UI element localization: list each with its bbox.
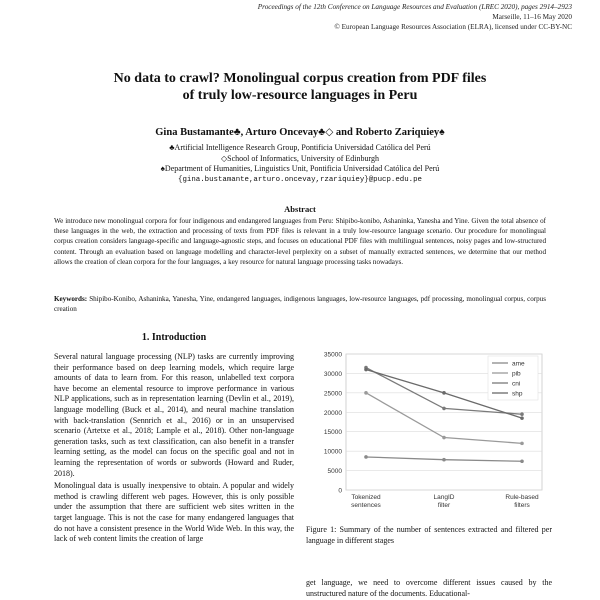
legend-label-cni: cni xyxy=(512,380,521,388)
data-point-ame xyxy=(520,459,524,463)
affiliation-3: ♠Department of Humanities, Linguistics Unit, Pontificia Universidad Católica del Perú xyxy=(160,164,440,173)
title-line-2: of truly low-resource languages in Peru xyxy=(182,88,418,103)
data-point-ame xyxy=(364,455,368,459)
keywords xyxy=(54,294,546,314)
x-tick-label: sentences xyxy=(351,502,381,509)
figure-caption: Figure 1: Summary of the number of sentences extracted and filtered per language in different stages xyxy=(306,525,552,545)
data-point-pib xyxy=(364,391,368,395)
y-tick-label: 10000 xyxy=(323,448,342,456)
conference-line: Proceedings of the 12th Conference on Language Resources and Evaluation (LREC 2020), pages 2914–2923 xyxy=(257,3,572,11)
figure-1 xyxy=(306,344,552,520)
y-tick-label: 25000 xyxy=(323,390,342,398)
affiliation-1: ♣Artificial Intelligence Research Group, Pontificia Universidad Católica del Perú xyxy=(169,143,431,152)
y-tick-label: 30000 xyxy=(323,370,342,378)
affiliations xyxy=(60,143,540,185)
license-line: © European Language Resources Association (ELRA), licensed under CC-BY-NC xyxy=(334,23,572,31)
data-point-pib xyxy=(442,436,446,440)
y-tick-label: 35000 xyxy=(323,351,342,359)
abstract-heading: Abstract xyxy=(284,204,316,214)
left-column xyxy=(54,352,294,600)
data-point-cni xyxy=(442,407,446,411)
paper-title xyxy=(60,70,540,104)
legend-label-pib: pib xyxy=(512,370,521,378)
x-tick-label: Rule-based xyxy=(505,494,539,501)
x-tick-label: Tokenized xyxy=(351,494,381,501)
y-tick-label: 20000 xyxy=(323,409,342,417)
line-chart xyxy=(306,344,552,520)
data-point-pib xyxy=(520,442,524,446)
author-emails: {gina.bustamante,arturo.oncevay,rzariquiey}@pucp.edu.pe xyxy=(178,175,422,184)
right-column-paragraph: get language, we need to overcome different issues caused by the unstructured nature of the documents. Educational- xyxy=(306,578,552,598)
intro-paragraph-2: Monolingual data is usually inexpensive to obtain. A popular and widely method is crawling different web pages. However, this is only possible under the assumption that there are sufficient web sites written in the target language. This is not the case for many endangered languages that do not have a consistent presence in the World Wide Web. In this way, the lack of web content limits the creation of large xyxy=(54,481,294,544)
legend-label-shp: shp xyxy=(512,390,523,398)
section-heading-introduction: 1. Introduction xyxy=(141,332,207,343)
legend-label-ame: ame xyxy=(512,360,525,368)
intro-paragraph-1: Several natural language processing (NLP) tasks are currently improving their performance based on deep learning models, which require large amounts of data to learn from. For this reason, unlabelled text corpora have become an elemental resource to improve performance in various NLP applications, such as in representation learning (Devlin et al., 2019), language modelling (Buck et al., 2014), and neural machine translation with back-translation (Sennrich et al., 2016) or in an unsupervised scenario (Artetxe et al., 2018; Lample et al., 2018). Other non-language generation tasks, such as text classification, can also benefit in a transfer learning setting, as the model can focus on the specific goal and not in learning the representation of words or subwords (Howard and Ruder, 2018). xyxy=(54,352,294,478)
abstract-text: We introduce new monolingual corpora for four indigenous and endangered languages from Peru: Shipibo-konibo, Ashaninka, Yanesha and Yine. Given the total absence of these languages in the web, the extraction and processing of texts from PDF files is relevant in a truly low-resource language scenario. Our procedure for monolingual corpus creation considers language-specific and language-agnostic steps, and focuses on educational PDF files with multilingual sentences, noisy pages and low-structured content. Through an evaluation based on language modelling and character-level perplexity on a subset of manually extracted sentences, we determine that our method allows the creation of clean corpora for the four languages, a key resource for natural language processing tasks nowadays. xyxy=(54,217,546,266)
x-tick-label: LangID xyxy=(433,494,455,501)
proceedings-header xyxy=(212,2,572,32)
y-tick-label: 5000 xyxy=(327,468,342,476)
keywords-text: Shipibo-Konibo, Ashaninka, Yanesha, Yine, endangered languages, indigenous languages, low-resource languages, pdf processing, monolingual corpus, corpus creation xyxy=(54,295,546,314)
keywords-label: Keywords: xyxy=(54,295,88,303)
x-tick-label: filter xyxy=(437,502,451,509)
y-tick-label: 0 xyxy=(338,487,342,495)
data-point-shp xyxy=(364,368,368,372)
right-column-text xyxy=(306,578,552,600)
title-line-1: No data to crawl? Monolingual corpus creation from PDF files xyxy=(113,71,487,86)
y-tick-label: 15000 xyxy=(323,429,342,437)
data-point-ame xyxy=(442,458,446,462)
data-point-shp xyxy=(442,391,446,395)
affiliation-2: ◇School of Informatics, University of Edinburgh xyxy=(221,153,379,163)
location-date: Marseille, 11–16 May 2020 xyxy=(492,13,572,21)
author-list: Gina Bustamante♣, Arturo Oncevay♣◇ and Roberto Zariquiey♠ xyxy=(155,127,445,138)
data-point-cni xyxy=(520,412,524,416)
x-tick-label: filters xyxy=(514,502,530,509)
data-point-shp xyxy=(520,416,524,420)
